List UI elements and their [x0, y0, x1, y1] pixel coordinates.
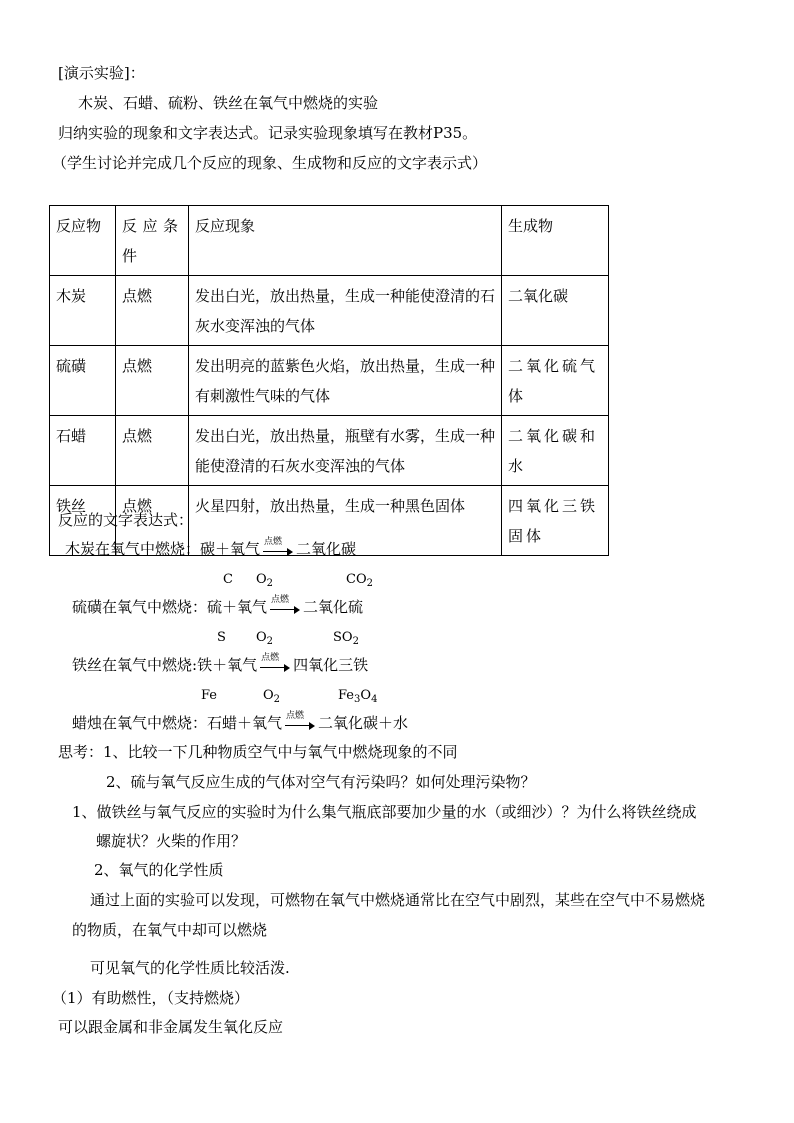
- iron-equation: [72, 653, 369, 674]
- carbon-formula-o2: $O_2$: [256, 572, 274, 589]
- carbon-formula-co2: $CO_2$: [346, 572, 373, 589]
- iron-label: 铁丝在氧气中燃烧:: [72, 656, 198, 674]
- thinking-question-2: 2、硫与氧气反应生成的气体对空气有污染吗？如何处理污染物？: [106, 773, 536, 791]
- candle-product: 二氧化碳＋水: [318, 714, 409, 732]
- sulfur-equation: [72, 595, 364, 616]
- cell-reactant: 木炭: [50, 276, 116, 346]
- carbon-equation: [65, 537, 357, 558]
- header-phenomenon: 反应现象: [189, 206, 502, 276]
- iron-product: 四氧化三铁: [293, 656, 369, 674]
- demo-label: [演示实验]：: [58, 64, 145, 82]
- cell-product: 二氧化碳: [502, 276, 609, 346]
- cell-reactant: 铁丝: [50, 486, 116, 556]
- reaction-table: [49, 205, 609, 556]
- cell-product: 二氧化碳和水: [502, 416, 609, 486]
- table-row: [50, 276, 609, 346]
- header-condition: 反应条件: [116, 206, 189, 276]
- sulfur-formula-s: S: [217, 630, 226, 645]
- cell-condition: 点燃: [116, 486, 189, 556]
- candle-label: 蜡烛在氧气中燃烧：: [72, 714, 208, 732]
- sulfur-reactants: 硫＋氧气: [207, 598, 268, 616]
- iron-formula-fe: Fe: [201, 688, 218, 703]
- sulfur-formula-so2: $SO_2$: [333, 630, 359, 647]
- cell-condition: 点燃: [116, 276, 189, 346]
- cell-phenomenon: 发出白光，放出热量，生成一种能使澄清的石灰水变浑浊的气体: [189, 276, 502, 346]
- table-header-row: [50, 206, 609, 276]
- cell-condition: 点燃: [116, 346, 189, 416]
- reaction-arrow-icon: 点燃: [263, 542, 293, 556]
- cell-condition: 点燃: [116, 416, 189, 486]
- sulfur-label: 硫磺在氧气中燃烧：: [72, 598, 208, 616]
- properties-heading: 2、氧气的化学性质: [94, 861, 224, 879]
- equations-heading: 反应的文字表达式：: [58, 511, 194, 529]
- properties-paragraph-line2: 的物质，在氧气中却可以燃烧: [72, 921, 268, 939]
- properties-paragraph-line1: 通过上面的实验可以发现，可燃物在氧气中燃烧通常比在空气中剧烈，某些在空气中不易燃烧: [90, 891, 706, 909]
- header-product: 生成物: [502, 206, 609, 276]
- reaction-arrow-icon: 点燃: [260, 658, 290, 672]
- reaction-arrow-icon: 点燃: [285, 716, 315, 730]
- cell-reactant: 石蜡: [50, 416, 116, 486]
- cell-phenomenon: 火星四射，放出热量，生成一种黑色固体: [189, 486, 502, 556]
- candle-reactants: 石蜡＋氧气: [207, 714, 283, 732]
- thinking-question-3-line1: 1、做铁丝与氧气反应的实验时为什么集气瓶底部要加少量的水（或细沙）？为什么将铁丝绕成: [72, 803, 697, 821]
- header-reactant: 反应物: [50, 206, 116, 276]
- property-point-1-detail: 可以跟金属和非金属发生氧化反应: [58, 1018, 284, 1036]
- thinking-question-1: 思考：1、比较一下几种物质空气中与氧气中燃烧现象的不同: [58, 743, 458, 761]
- iron-reactants: 铁＋氧气: [197, 656, 258, 674]
- sulfur-formula-o2: $O_2$: [256, 630, 274, 647]
- thinking-question-3-line2: 螺旋状？火柴的作用？: [96, 832, 247, 850]
- cell-reactant: 硫磺: [50, 346, 116, 416]
- candle-equation: [72, 711, 409, 732]
- table-row: [50, 416, 609, 486]
- carbon-reactants: 碳＋氧气: [200, 540, 261, 558]
- summary-text: 归纳实验的现象和文字表达式。记录实验现象填写在教材P35。: [58, 124, 478, 142]
- cell-phenomenon: 发出明亮的蓝紫色火焰，放出热量，生成一种有刺激性气味的气体: [189, 346, 502, 416]
- discussion-text: （学生讨论并完成几个反应的现象、生成物和反应的文字表示式）: [52, 154, 488, 172]
- sulfur-product: 二氧化硫: [303, 598, 364, 616]
- table-row: [50, 346, 609, 416]
- experiment-title: 木炭、石蜡、硫粉、铁丝在氧气中燃烧的实验: [78, 94, 379, 112]
- cell-phenomenon: 发出白光，放出热量，瓶壁有水雾，生成一种能使澄清的石灰水变浑浊的气体: [189, 416, 502, 486]
- reaction-arrow-icon: 点燃: [270, 600, 300, 614]
- property-point-1: （1）有助燃性，（支持燃烧）: [52, 989, 250, 1007]
- carbon-product: 二氧化碳: [296, 540, 357, 558]
- carbon-formula-c: C: [223, 572, 233, 587]
- iron-formula-o2: $O_2$: [263, 688, 281, 705]
- iron-formula-fe3o4: $Fe_3O_4$: [338, 688, 378, 705]
- properties-conclusion: 可见氧气的化学性质比较活泼.: [90, 959, 290, 977]
- cell-product: 四氧化三铁固体: [502, 486, 609, 556]
- carbon-label: 木炭在氧气中燃烧：: [65, 540, 201, 558]
- cell-product: 二氧化硫气体: [502, 346, 609, 416]
